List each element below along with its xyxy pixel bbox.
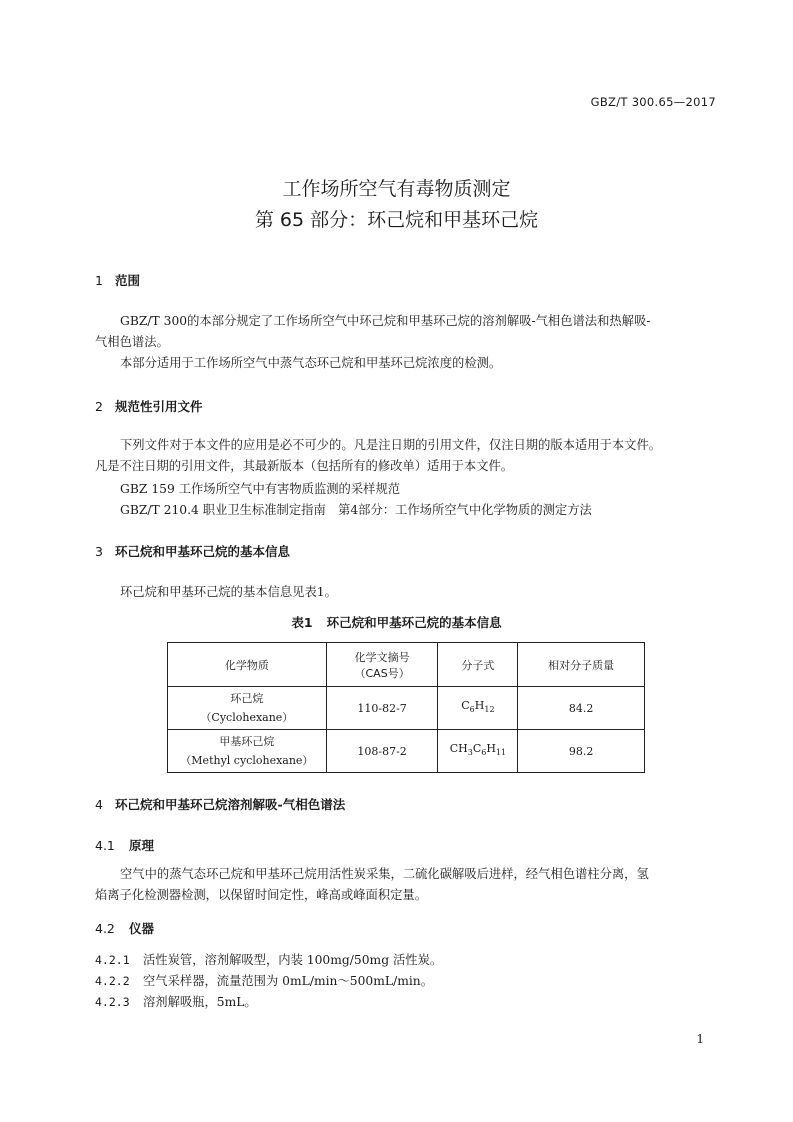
section-3-heading <box>95 542 290 560</box>
cell-molecular-mass: 84.2 <box>518 687 645 730</box>
table-header-row <box>168 643 645 687</box>
cell-formula <box>438 687 518 730</box>
document-title-line2: 第 65 部分：环己烷和甲基环己烷 <box>254 209 539 231</box>
list-item <box>95 950 442 968</box>
substance-name-cn: 环己烷 <box>230 692 264 705</box>
table-1-basic-information <box>167 642 645 773</box>
table-row <box>168 687 645 730</box>
item-text: 活性炭管，溶剂解吸型，内装 100mg/50mg 活性炭。 <box>143 953 443 967</box>
section-4-1-number: 4.1 <box>95 838 115 853</box>
section-1-p1-line1: GBZ/T 300的本部分规定了工作场所空气中环己烷和甲基环己烷的溶剂解吸-气相色谱法和热解吸- <box>120 314 651 328</box>
section-1-paragraph-2 <box>95 353 719 374</box>
section-2-number: 2 <box>95 399 103 414</box>
list-item <box>95 971 433 989</box>
header-substance: 化学物质 <box>168 643 327 687</box>
cell-molecular-mass: 98.2 <box>518 730 645 773</box>
section-4-1-p1-line1: 空气中的蒸气态环己烷和甲基环己烷用活性炭采集，二硫化碳解吸后进样，经气相色谱柱分离，氢 <box>120 867 649 881</box>
item-number: 4.2.2 <box>95 974 130 988</box>
section-1-paragraph-1 <box>95 311 719 353</box>
section-2-heading <box>95 397 203 415</box>
cell-cas: 110-82-7 <box>326 687 438 730</box>
section-4-1-p1-line2: 焰离子化检测器检测，以保留时间定性，峰高或峰面积定量。 <box>95 888 428 902</box>
section-4-1-paragraph <box>95 864 719 906</box>
section-3-number: 3 <box>95 544 103 559</box>
page-number: 1 <box>696 1032 704 1046</box>
section-2-p1-line1: 下列文件对于本文件的应用是必不可少的。凡是注日期的引用文件，仅注日期的版本适用于本文件。 <box>120 438 662 452</box>
item-text: 溶剂解吸瓶，5mL。 <box>143 995 257 1009</box>
section-4-2-title: 仪器 <box>129 921 155 936</box>
section-3-title: 环己烷和甲基环己烷的基本信息 <box>115 544 291 559</box>
section-4-1-title: 原理 <box>129 838 155 853</box>
section-1-title: 范围 <box>115 273 141 288</box>
cell-formula <box>438 730 518 773</box>
cell-substance <box>168 687 327 730</box>
section-4-number: 4 <box>95 797 103 812</box>
section-1-heading <box>95 271 140 289</box>
section-4-2-number: 4.2 <box>95 921 115 936</box>
table-1-caption <box>0 613 793 631</box>
cell-substance <box>168 730 327 773</box>
table-1-caption-text: 环己烷和甲基环己烷的基本信息 <box>326 615 502 630</box>
header-cas-line1: 化学文摘号 <box>354 650 410 664</box>
formula-methylcyclohexane: $CH_3C_6H_{11}$ <box>449 742 507 758</box>
header-formula: 分子式 <box>438 643 518 687</box>
formula-cyclohexane: $C_6H_{12}$ <box>461 699 495 715</box>
item-text: 空气采样器，流量范围为 0mL/min～500mL/min。 <box>143 974 434 988</box>
table-1-number: 表1 <box>291 615 313 630</box>
section-2-title: 规范性引用文件 <box>115 399 203 414</box>
normative-reference-2: GBZ/T 210.4 职业卫生标准制定指南 第4部分：工作场所空气中化学物质的测定方法 <box>120 503 592 517</box>
item-number: 4.2.3 <box>95 995 130 1009</box>
cell-cas: 108-87-2 <box>326 730 438 773</box>
section-4-1-heading <box>95 836 154 854</box>
substance-name-en: （Methyl cyclohexane） <box>180 754 314 767</box>
section-2-p1-line2: 凡是不注日期的引用文件，其最新版本（包括所有的修改单）适用于本文件。 <box>95 459 514 473</box>
item-number: 4.2.1 <box>95 953 130 967</box>
section-1-number: 1 <box>95 273 103 288</box>
header-cas-line2: （CAS号） <box>354 666 410 680</box>
section-4-heading <box>95 795 345 813</box>
standard-code: GBZ/T 300.65—2017 <box>590 95 716 109</box>
section-4-title: 环己烷和甲基环己烷溶剂解吸-气相色谱法 <box>115 797 346 812</box>
normative-reference-1: GBZ 159 工作场所空气中有害物质监测的采样规范 <box>120 482 401 496</box>
section-1-p2: 本部分适用于工作场所空气中蒸气态环己烷和甲基环己烷浓度的检测。 <box>120 356 502 370</box>
section-3-paragraph-1: 环己烷和甲基环己烷的基本信息见表1。 <box>120 585 337 599</box>
section-4-2-heading <box>95 919 154 937</box>
header-molecular-mass: 相对分子质量 <box>518 643 645 687</box>
header-cas <box>326 643 438 687</box>
substance-name-en: （Cyclohexane） <box>200 711 294 724</box>
section-1-p1-line2: 气相色谱法。 <box>95 335 169 349</box>
substance-name-cn: 甲基环己烷 <box>219 735 275 748</box>
section-2-paragraph-1 <box>95 435 719 477</box>
document-title-line1: 工作场所空气有毒物质测定 <box>282 178 511 200</box>
table-row <box>168 730 645 773</box>
list-item <box>95 992 257 1010</box>
